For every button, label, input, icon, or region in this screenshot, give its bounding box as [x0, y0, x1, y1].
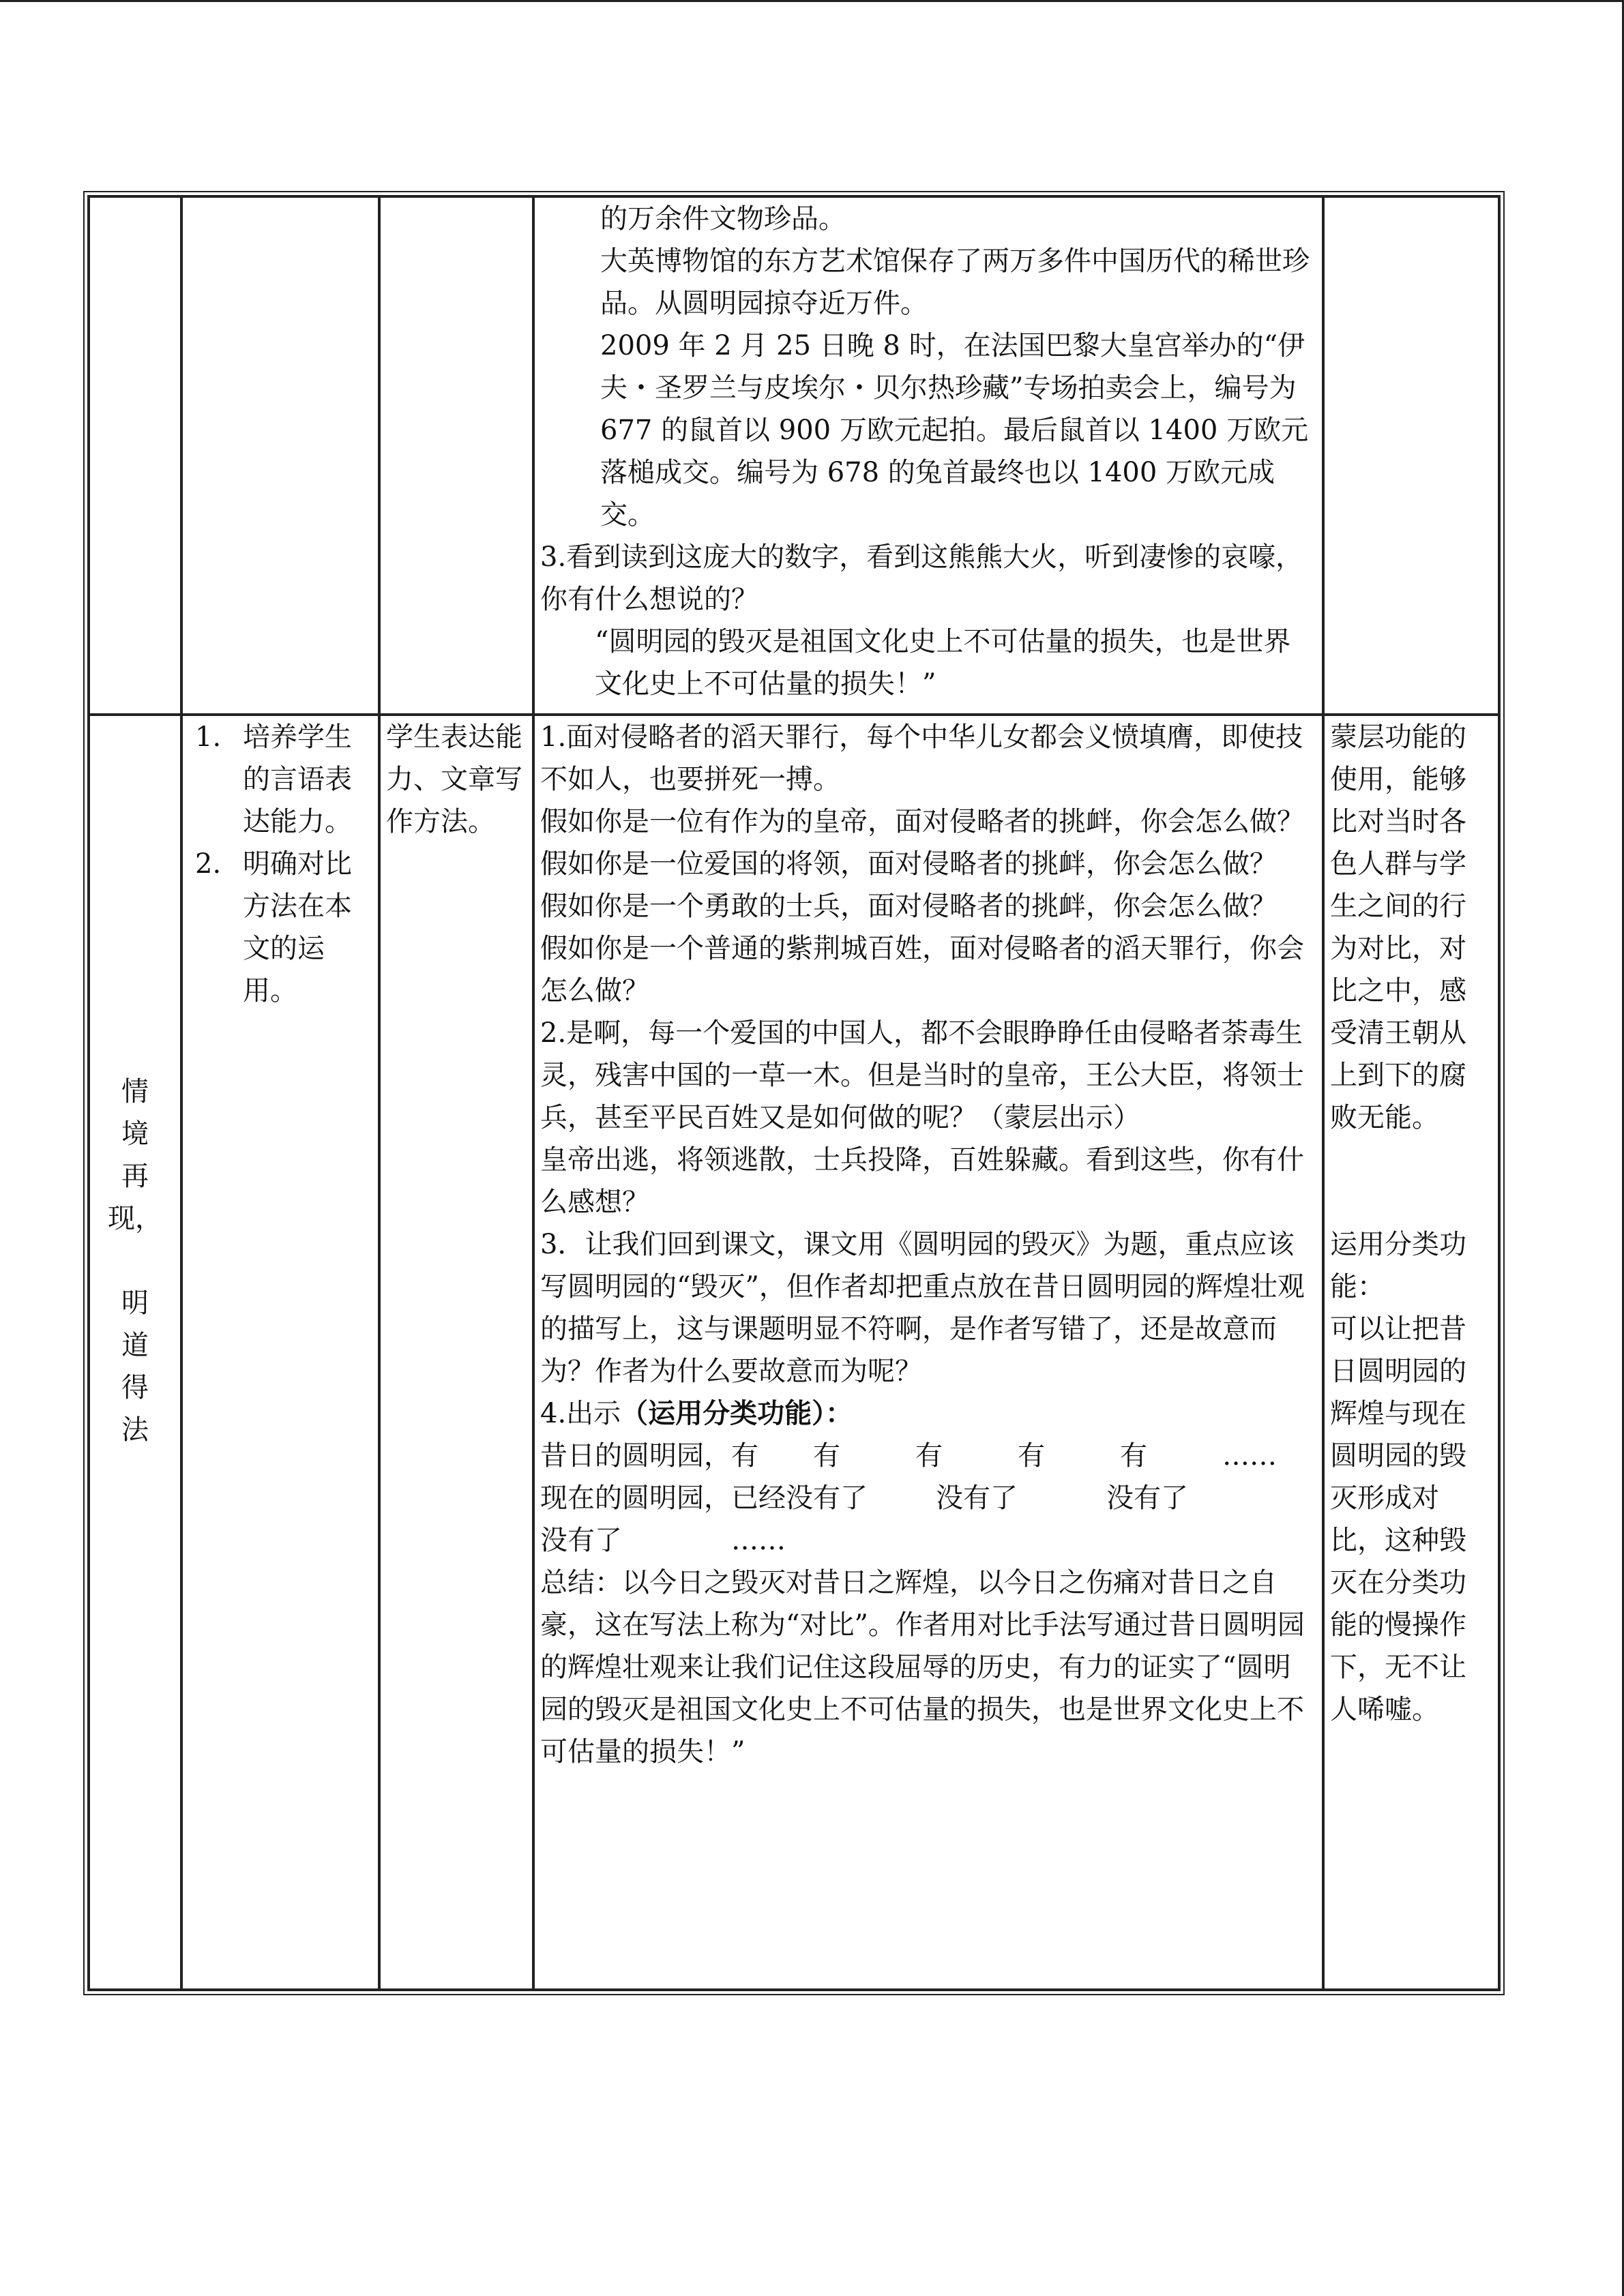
- stage-char: 现，: [108, 1203, 162, 1234]
- question-item: 3.看到读到这庞大的数字，看到这熊熊大火，听到凄惨的哀嚎，你有什么想说的？: [540, 541, 1303, 615]
- ellipsis: ……: [1222, 1440, 1277, 1472]
- list-number: 1.: [195, 721, 222, 753]
- word-meiyoule: 没有了: [936, 1482, 1018, 1514]
- notes-cell-empty: [1323, 196, 1499, 715]
- word-you: 有: [915, 1440, 943, 1472]
- note-text: 运用分类功能：: [1330, 1229, 1466, 1302]
- text-paragraph: 皇帝出逃，将领逃散，士兵投降，百姓躲藏。看到这些，你有什么感想？: [540, 1144, 1304, 1218]
- ellipsis: ……: [731, 1525, 786, 1556]
- note-text: 可以让把昔日圆明园的辉煌与现在圆明园的毁灭形成对比，这种毁灭在分类功能的慢操作下，无不让人唏嘘。: [1330, 1313, 1466, 1725]
- goal-text: 培养学生的言语表达能力。: [243, 721, 352, 837]
- text-paragraph: 2009 年 2 月 25 日晚 8 时，在法国巴黎大皇宫举办的“伊夫・圣罗兰与皮埃尔・贝尔热珍藏”专场拍卖会上，编号为 677 的鼠首以 900 万欧元起拍。最后鼠首以 1400 万欧元落槌成交。编号为 678 的兔首最终也以 1400 万欧元成交。: [600, 330, 1309, 531]
- text-line-now: [540, 1477, 1316, 1519]
- notes-cell: [1323, 715, 1499, 1990]
- quote-text: “圆明园的毁灭是祖国文化史上不可估量的损失，也是世界文化史上不可估量的损失！”: [595, 626, 1291, 700]
- spacer: [95, 1240, 175, 1282]
- text-line: 的万余件文物珍品。: [600, 203, 846, 235]
- ability-cell: [379, 715, 533, 1990]
- word-you: 有: [1120, 1440, 1147, 1472]
- stage-cell: [89, 715, 181, 1990]
- stage-char: 境: [121, 1118, 149, 1150]
- text-paragraph: [540, 1392, 1316, 1435]
- line-lead: 昔日的圆明园，有: [540, 1440, 758, 1472]
- list-item: [188, 843, 372, 1012]
- list-item: [188, 716, 372, 843]
- goal-text: 明确对比方法在本文的运用。: [243, 848, 352, 1007]
- stage-char: 情: [121, 1076, 149, 1107]
- process-cell: [533, 715, 1323, 1990]
- stage-cell-empty: [89, 196, 181, 715]
- list-number: 2.: [195, 848, 222, 880]
- ability-cell-empty: [379, 196, 533, 715]
- word-meiyoule: 没有了: [1106, 1482, 1188, 1514]
- table-row: [89, 196, 1499, 715]
- text-paragraph: 假如你是一个勇敢的士兵，面对侵略者的挑衅，你会怎么做？: [540, 891, 1277, 922]
- stage-char: 法: [121, 1414, 149, 1446]
- ability-text: 学生表达能力、文章写作方法。: [386, 721, 522, 837]
- text-line-now-cont: [540, 1519, 1316, 1562]
- stage-char: 道: [121, 1330, 149, 1361]
- goals-list: [188, 716, 372, 1012]
- text-paragraph: 3．让我们回到课文，课文用《圆明园的毁灭》为题，重点应该写圆明园的“毁灭”，但作者却把重点放在昔日圆明园的辉煌壮观的描写上，这与课题明显不符啊，是作者写错了，还是故意而为？作者为什么要故意而为呢？: [540, 1229, 1305, 1387]
- stage-char: 明: [121, 1287, 149, 1319]
- text-paragraph: 2.是啊，每一个爱国的中国人，都不会眼睁睁任由侵略者荼毒生灵，残害中国的一草一木。但是当时的皇帝，王公大臣，将领士兵，甚至平民百姓又是如何做的呢？（蒙层出示）: [540, 1017, 1304, 1133]
- spacer: [1330, 1181, 1492, 1223]
- lesson-plan-table: [87, 195, 1501, 1991]
- word-meiyoule: 没有了: [540, 1525, 622, 1556]
- stage-char: 得: [121, 1372, 149, 1403]
- summary-text: 总结：以今日之毁灭对昔日之辉煌，以今日之伤痛对昔日之自豪，这在写法上称为“对比”。作者用对比手法写通过昔日圆明园的辉煌壮观来让我们记住这段屈辱的历史，有力的证实了“圆明园的毁灭是祖国文化史上不可估量的损失，也是世界文化史上不可估量的损失！”: [540, 1567, 1305, 1768]
- goals-cell-empty: [181, 196, 379, 715]
- text-paragraph: 大英博物馆的东方艺术馆保存了两万多件中国历代的稀世珍品。从圆明园掠夺近万件。: [600, 245, 1310, 319]
- stage-char: 再: [121, 1161, 149, 1192]
- word-you: 有: [1018, 1440, 1045, 1472]
- text-paragraph: 假如你是一位爱国的将领，面对侵略者的挑衅，你会怎么做？: [540, 848, 1277, 880]
- text-paragraph: 1.面对侵略者的滔天罪行，每个中华儿女都会义愤填膺，即使技不如人，也要拼死一搏。: [540, 721, 1303, 795]
- item-bold: （运用分类功能）：: [621, 1397, 853, 1429]
- text-paragraph: 假如你是一个普通的紫荆城百姓，面对侵略者的滔天罪行，你会怎么做？: [540, 933, 1304, 1007]
- spacer: [540, 1773, 1316, 1815]
- line-lead: 现在的圆明园，已经没有了: [540, 1482, 868, 1514]
- note-text: 蒙层功能的使用，能够比对当时各色人群与学生之间的行为对比，对比之中，感受清王朝从上到下的腐败无能。: [1330, 721, 1466, 1133]
- page-top-rule: [0, 0, 1624, 2]
- spacer: [1330, 1139, 1492, 1181]
- process-cell: [533, 196, 1323, 715]
- word-you: 有: [813, 1440, 840, 1472]
- item-prefix: 4.出示: [540, 1398, 621, 1429]
- table-row: [89, 715, 1499, 1990]
- goals-cell: [181, 715, 379, 1990]
- text-paragraph: 假如你是一位有作为的皇帝，面对侵略者的挑衅，你会怎么做？: [540, 806, 1304, 837]
- text-line-past: [540, 1435, 1316, 1477]
